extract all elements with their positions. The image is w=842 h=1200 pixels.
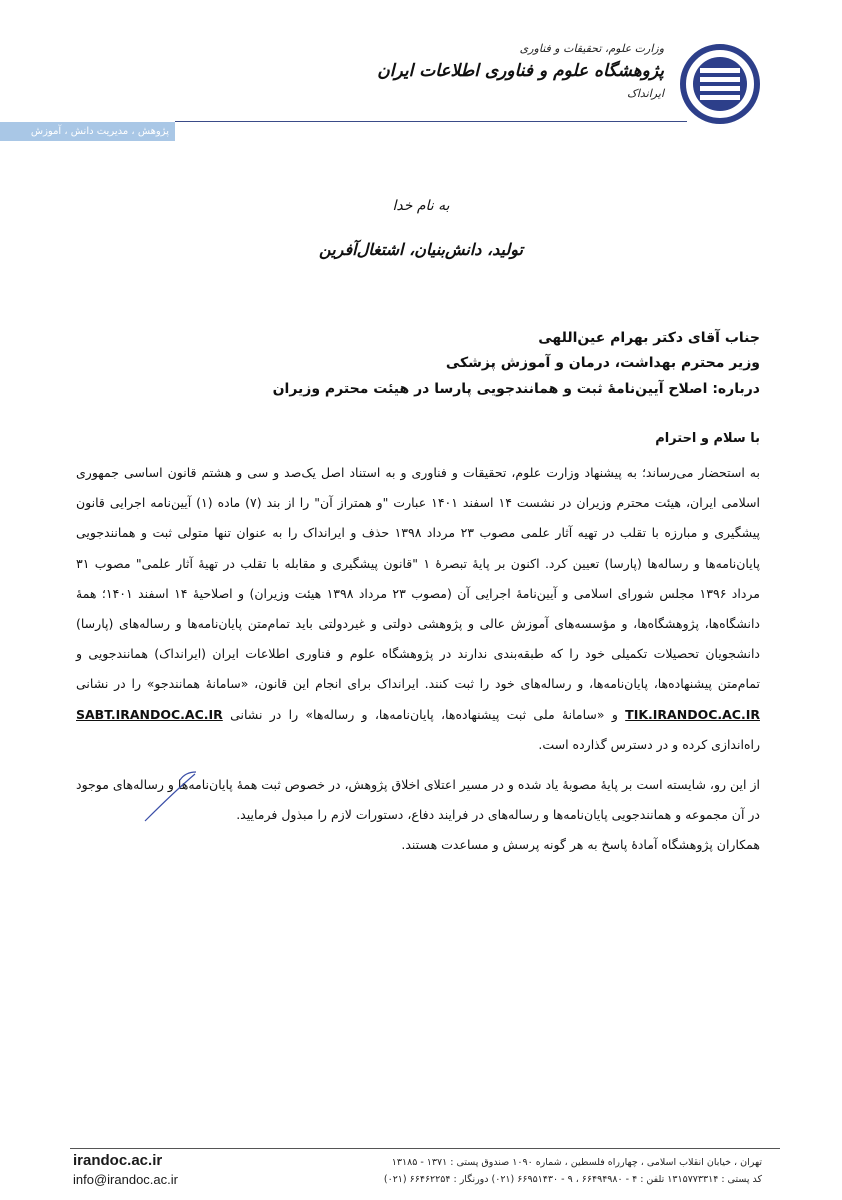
irandoc-logo	[680, 44, 760, 124]
letter-subject: درباره: اصلاح آیین‌نامهٔ ثبت و همانندجویی پارسا در هیئت محترم وزیران	[272, 381, 760, 397]
body-text-part3: راه‌اندازی کرده و در دسترس گذارده است.	[538, 736, 760, 752]
organization-abbreviation: ایرانداک	[627, 87, 664, 100]
letter-body	[76, 458, 760, 760]
header-divider	[175, 121, 687, 122]
bename-heading: به نام خدا	[392, 198, 450, 214]
handwritten-mark	[140, 766, 200, 826]
sabt-link[interactable]: SABT.IRANDOC.AC.IR	[76, 706, 223, 722]
footer-website[interactable]: irandoc.ac.ir	[73, 1152, 163, 1169]
organization-header	[364, 42, 664, 100]
footer-address: تهران ، خیابان انقلاب اسلامی ، چهارراه فلسطین ، شماره ۱۰۹۰ صندوق پستی : ۱۳۷۱ - ۱۳۱۸۵	[391, 1157, 762, 1168]
footer-divider	[70, 1148, 780, 1149]
tik-link[interactable]: TIK.IRANDOC.AC.IR	[625, 706, 760, 722]
body-text-part1: به استحضار می‌رساند؛ به پیشنهاد وزارت علوم، تحقیقات و فناوری و به استناد اصل یک‌صد و سی و هشتم قانون اساسی جمهوری اسلامی ایران، هیئت محترم وزیران در نشست ۱۴ اسفند ۱۴۰۱ عبارت "و همتراز آن" را از بند (۷) ماده (۱) آیین‌نامه اجرایی قانون پیشگیری و مبارزه با تقلب در تهیه آثار علمی مصوب ۲۳ مرداد ۱۳۹۸ حذف و ایرانداک را به عنوان تنها متولی ثبت و همانندجویی پایان‌نامه‌ها و رساله‌ها (پارسا) تعیین کرد. اکنون بر پایهٔ تبصرهٔ ۱ "قانون پیشگیری و مقابله با تقلب در تهیهٔ آثار علمی" مصوب ۳۱ مرداد ۱۳۹۶ مجلس شورای اسلامی و آیین‌نامهٔ اجرایی آن (مصوب ۲۳ مرداد ۱۳۹۸ هیئت وزیران) و اصلاحیهٔ ۱۴ اسفند ۱۴۰۱؛ همهٔ دانشگاه‌ها، پژوهشگاه‌ها، و مؤسسه‌های آموزش عالی و پژوهشی دولتی و غیردولتی باید تمام‌متن پایان‌نامه‌ها و رساله‌های (پارسا) دانشجویان تحصیلات تکمیلی خود را که طبقه‌بندی ندارند در پژوهشگاه علوم و فناوری اطلاعات ایران (ایرانداک) همانندجویی و تمام‌متن پیشنهاده‌ها، پایان‌نامه‌ها، و رساله‌های خود را ثبت کنند. ایرانداک برای انجام این قانون، «سامانهٔ همانندجو» را در نشانی	[76, 465, 761, 692]
closing-paragraph: همکاران پژوهشگاه آمادهٔ پاسخ به هر گونه پرسش و مساعدت هستند.	[401, 837, 760, 852]
addressee-title: وزیر محترم بهداشت، درمان و آموزش پزشکی	[445, 355, 760, 371]
body-text-part2: و «سامانهٔ ملی ثبت پیشنهاده‌ها، پایان‌نامه‌ها، و رساله‌ها» را در نشانی	[230, 706, 618, 722]
slogan-bar: پژوهش ، مدیریت دانش ، آموزش	[0, 122, 175, 141]
footer-email[interactable]: info@irandoc.ac.ir	[73, 1172, 178, 1187]
ministry-name: وزارت علوم، تحقیقات و فناوری	[519, 42, 664, 55]
year-slogan: تولید، دانش‌بنیان، اشتغال‌آفرین	[319, 240, 523, 259]
footer-contact: کد پستی : ۱۳۱۵۷۷۳۳۱۴ تلفن : ۴ - ۶۶۴۹۴۹۸۰ ، ۹ - ۶۶۹۵۱۴۳۰ (۰۲۱) دورنگار : ۶۶۴۶۲۲۵۴ (۰۲۱)	[383, 1174, 762, 1185]
addressee-name: جناب آقای دکتر بهرام عین‌اللهی	[538, 330, 760, 346]
greeting: با سلام و احترام	[655, 431, 760, 446]
request-paragraph: از این رو، شایسته است بر پایهٔ مصوبهٔ یاد شده و در مسیر اعتلای اخلاق پژوهش، در خصوص ثبت همهٔ پایان‌نامه‌ها و رساله‌های موجود در آن مجموعه و همانندجویی پایان‌نامه‌ها و رساله‌های در فرایند دفاع، دستورات لازم را مبذول فرمایید.	[76, 777, 760, 822]
organization-name: پژوهشگاه علوم و فناوری اطلاعات ایران	[377, 61, 664, 81]
